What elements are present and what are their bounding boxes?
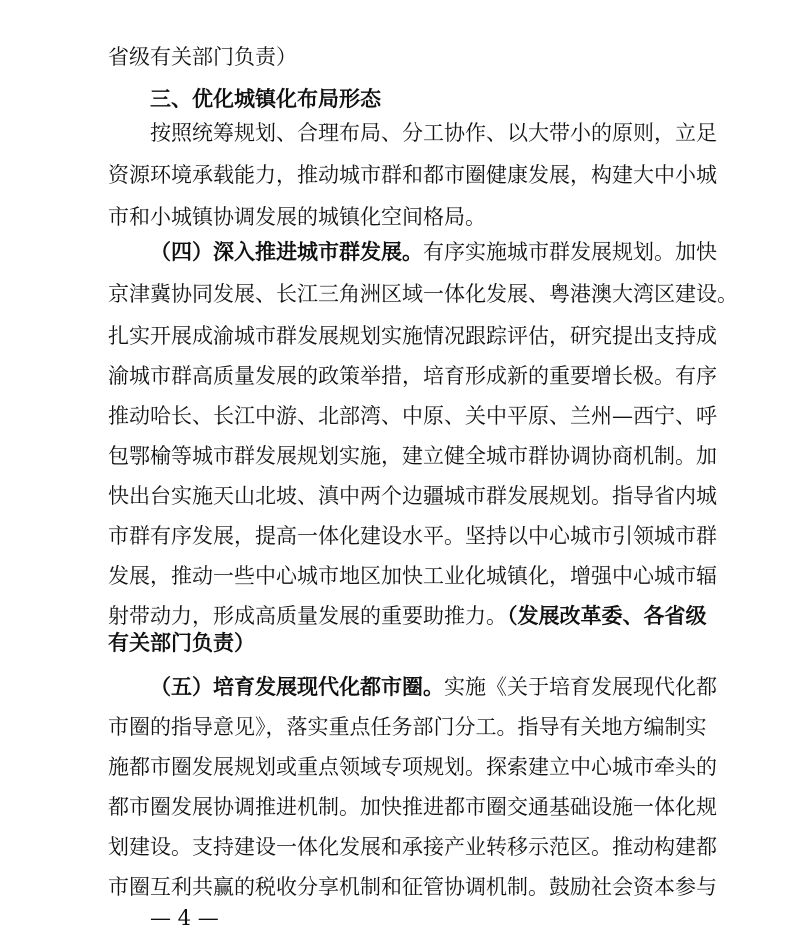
responsibility-note: 有关部门负责） [108,631,255,655]
paragraph-line: 京津冀协同发展、长江三角洲区域一体化发展、粤港澳大湾区建设。 [108,282,738,306]
subsection-title: （四）深入推进城市群发展。 [150,240,423,264]
paragraph-text: 射带动力，形成高质量发展的重要助推力。 [108,604,507,628]
text-line-continuation: 省级有关部门负责） [108,45,297,69]
paragraph-line [108,601,707,631]
paragraph-line: 按照统筹规划、合理布局、分工协作、以大带小的原则，立足 [150,121,717,145]
paragraph-line: 快出台实施天山北坡、滇中两个边疆城市群发展规划。指导省内城 [108,484,717,508]
paragraph-line: 包鄂榆等城市群发展规划实施，建立健全城市群协调协商机制。加 [108,444,717,468]
paragraph-line: 资源环境承载能力，推动城市群和都市圈健康发展，构建大中小城 [108,163,717,187]
paragraph-line: 渝城市群高质量发展的政策举措，培育形成新的重要增长极。有序 [108,364,717,388]
paragraph-line: 都市圈发展协调推进机制。加快推进都市圈交通基础设施一体化规 [108,795,717,819]
paragraph-line: 市群有序发展，提高一体化建设水平。坚持以中心城市引领城市群 [108,524,717,548]
paragraph-line [150,672,717,702]
paragraph-line: 扎实开展成渝城市群发展规划实施情况跟踪评估，研究提出支持成 [108,324,717,348]
paragraph-line: 发展，推动一些中心城市地区加快工业化城镇化，增强中心城市辐 [108,564,717,588]
paragraph-text: 有序实施城市群发展规划。加快 [423,240,717,264]
section-heading: 三、优化城镇化布局形态 [150,87,381,111]
paragraph-line: 划建设。支持建设一体化发展和承接产业转移示范区。推动构建都 [108,835,717,859]
paragraph-line: 市圈互利共赢的税收分享机制和征管协调机制。鼓励社会资本参与 [108,875,717,899]
paragraph-text: 实施《关于培育发展现代化都 [444,675,717,699]
paragraph-line: 市圈的指导意见》，落实重点任务部门分工。指导有关地方编制实 [108,715,707,739]
paragraph-line [150,237,717,267]
subsection-title: （五）培育发展现代化都市圈。 [150,675,444,699]
page-number: — 4 — [150,906,219,930]
paragraph-line: 推动哈长、长江中游、北部湾、中原、关中平原、兰州—西宁、呼 [108,404,717,428]
paragraph-line: 市和小城镇协调发展的城镇化空间格局。 [108,205,486,229]
paragraph-line: 施都市圈发展规划或重点领域专项规划。探索建立中心城市牵头的 [108,755,717,779]
responsibility-note: （发展改革委、各省级 [507,604,707,628]
